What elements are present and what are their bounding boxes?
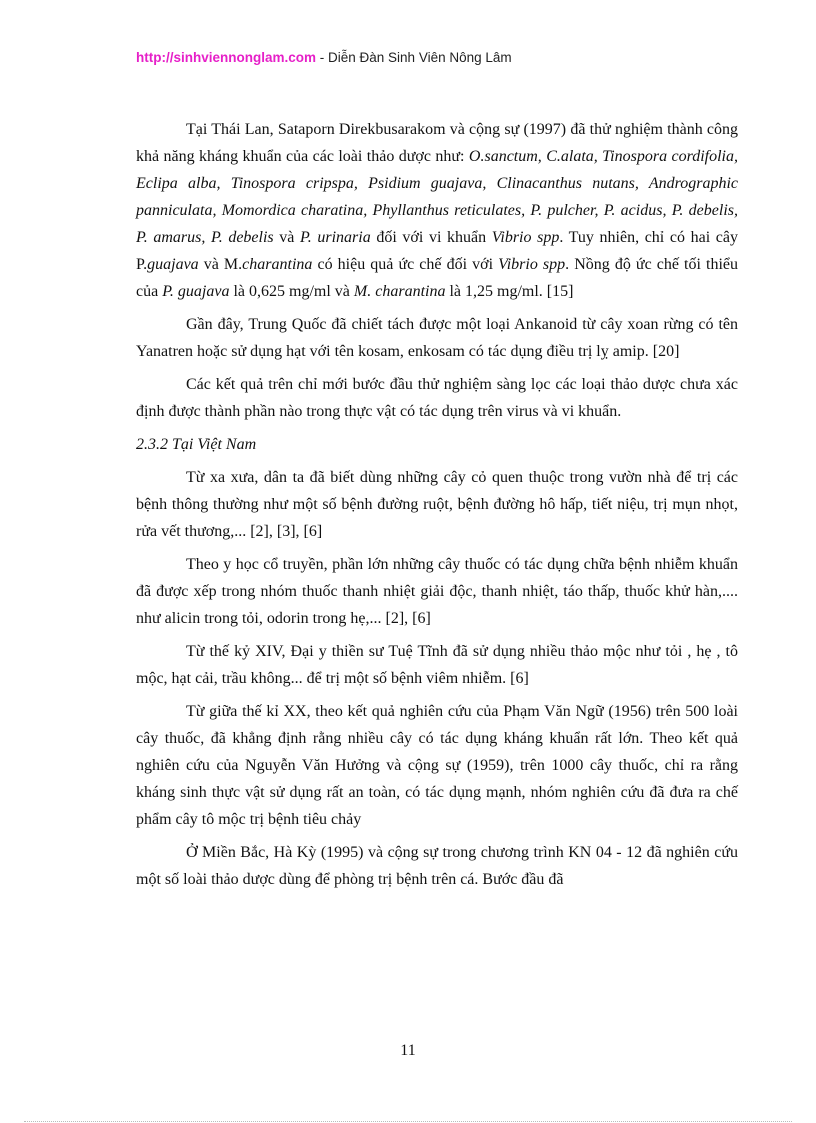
species-list: O.sanctum, C.alata, Tinospora cordifolia, Eclipa alba, Tinospora cripspa, Psidium guajava, Clinacanthus nutans, Andrographic panniculata, Momordica charatina, Phyllanthus reticulates, P. pulcher, P. acidus, P. debelis, P. amarus, P. debelis (136, 148, 739, 246)
section-heading: 2.3.2 Tại Việt Nam (136, 436, 257, 453)
text-run: là 0,625 mg/ml và (229, 283, 354, 300)
header-link[interactable]: http://sinhviennonglam.com (136, 50, 317, 65)
paragraph-china: Gần đây, Trung Quốc đã chiết tách được một loại Ankanoid từ cây xoan rừng có tên Yanatren hoặc sử dụng hạt với tên kosam, enkosam có tác dụng điều trị lỵ amip. [20] (136, 316, 738, 360)
page-bottom-divider (24, 1121, 792, 1122)
header-title: - Diễn Đàn Sinh Viên Nông Lâm (316, 50, 512, 65)
text-run: có hiệu quả ức chế đối với (312, 256, 499, 273)
text-run: . Nồng độ ức chế tối thiểu của (136, 256, 739, 300)
paragraph-traditional-medicine: Theo y học cổ truyền, phần lớn những cây thuốc có tác dụng chữa bệnh nhiễm khuẩn đã được xếp trong nhóm thuốc thanh nhiệt giải độc, thanh nhiệt, táo thấp, thuốc khử hàn,.... như alicin trong tỏi, odorin trong hẹ,... [2], [6] (136, 556, 738, 627)
species-name: guajava (147, 256, 199, 273)
text-run: đối với vi khuẩn (370, 229, 492, 246)
text-run: là 1,25 mg/ml. [15] (445, 283, 574, 300)
paragraph-thailand (136, 116, 738, 305)
species-name: charantina (242, 256, 313, 273)
species-name: Vibrio spp (498, 256, 566, 273)
page-header (136, 50, 512, 65)
species-name: P. guajava (162, 283, 230, 300)
text-run: Tại Thái Lan, Sataporn Direkbusarakom và cộng sự (1997) đã thử nghiệm thành công khả năng kháng khuẩn của các loài thảo dược như: (136, 121, 738, 165)
species-name: M. charantina (353, 283, 446, 300)
page-number: 11 (400, 1042, 416, 1059)
paragraph-20th-century: Từ giữa thế kỉ XX, theo kết quả nghiên cứu của Phạm Văn Ngữ (1956) trên 500 loài cây thuốc, đã khẳng định rằng nhiều cây có tác dụng kháng khuẩn rất lớn. Theo kết quả nghiên cứu của Nguyễn Văn Hưởng và cộng sự (1959), trên 1000 cây thuốc, chỉ ra rằng kháng sinh thực vật sử dụng rất an toàn, có tác dụng mạnh, nhóm nghiên cứu đã đưa ra chế phẩm cây tô mộc trị bệnh tiêu chảy (136, 703, 738, 828)
paragraph-tradition: Từ xa xưa, dân ta đã biết dùng những cây cỏ quen thuộc trong vườn nhà để trị các bệnh thông thường như một số bệnh đường ruột, bệnh đường hô hấp, tiết niệu, trị mụn nhọt, rửa vết thương,... [2], [3], [6] (136, 469, 738, 540)
paragraph-results: Các kết quả trên chỉ mới bước đầu thử nghiệm sàng lọc các loại thảo dược chưa xác định được thành phần nào trong thực vật có tác dụng trên virus và vi khuẩn. (136, 376, 738, 420)
paragraph-north: Ở Miền Bắc, Hà Kỳ (1995) và cộng sự trong chương trình KN 04 - 12 đã nghiên cứu một số loài thảo dược dùng để phòng trị bệnh trên cá. Bước đầu đã (136, 844, 738, 888)
species-name: Vibrio spp (491, 229, 560, 246)
text-run: và (273, 229, 301, 246)
text-run: . Tuy nhiên, chỉ có hai cây P. (136, 229, 738, 273)
text-run: và M. (198, 256, 243, 273)
body-text (136, 116, 738, 899)
species-name: P. urinaria (300, 229, 371, 246)
paragraph-tue-tinh: Từ thế kỷ XIV, Đại y thiền sư Tuệ Tĩnh đã sử dụng nhiều thảo mộc như tỏi , hẹ , tô mộc, hạt cải, trầu không... để trị một số bệnh viêm nhiễm. [6] (136, 643, 738, 687)
